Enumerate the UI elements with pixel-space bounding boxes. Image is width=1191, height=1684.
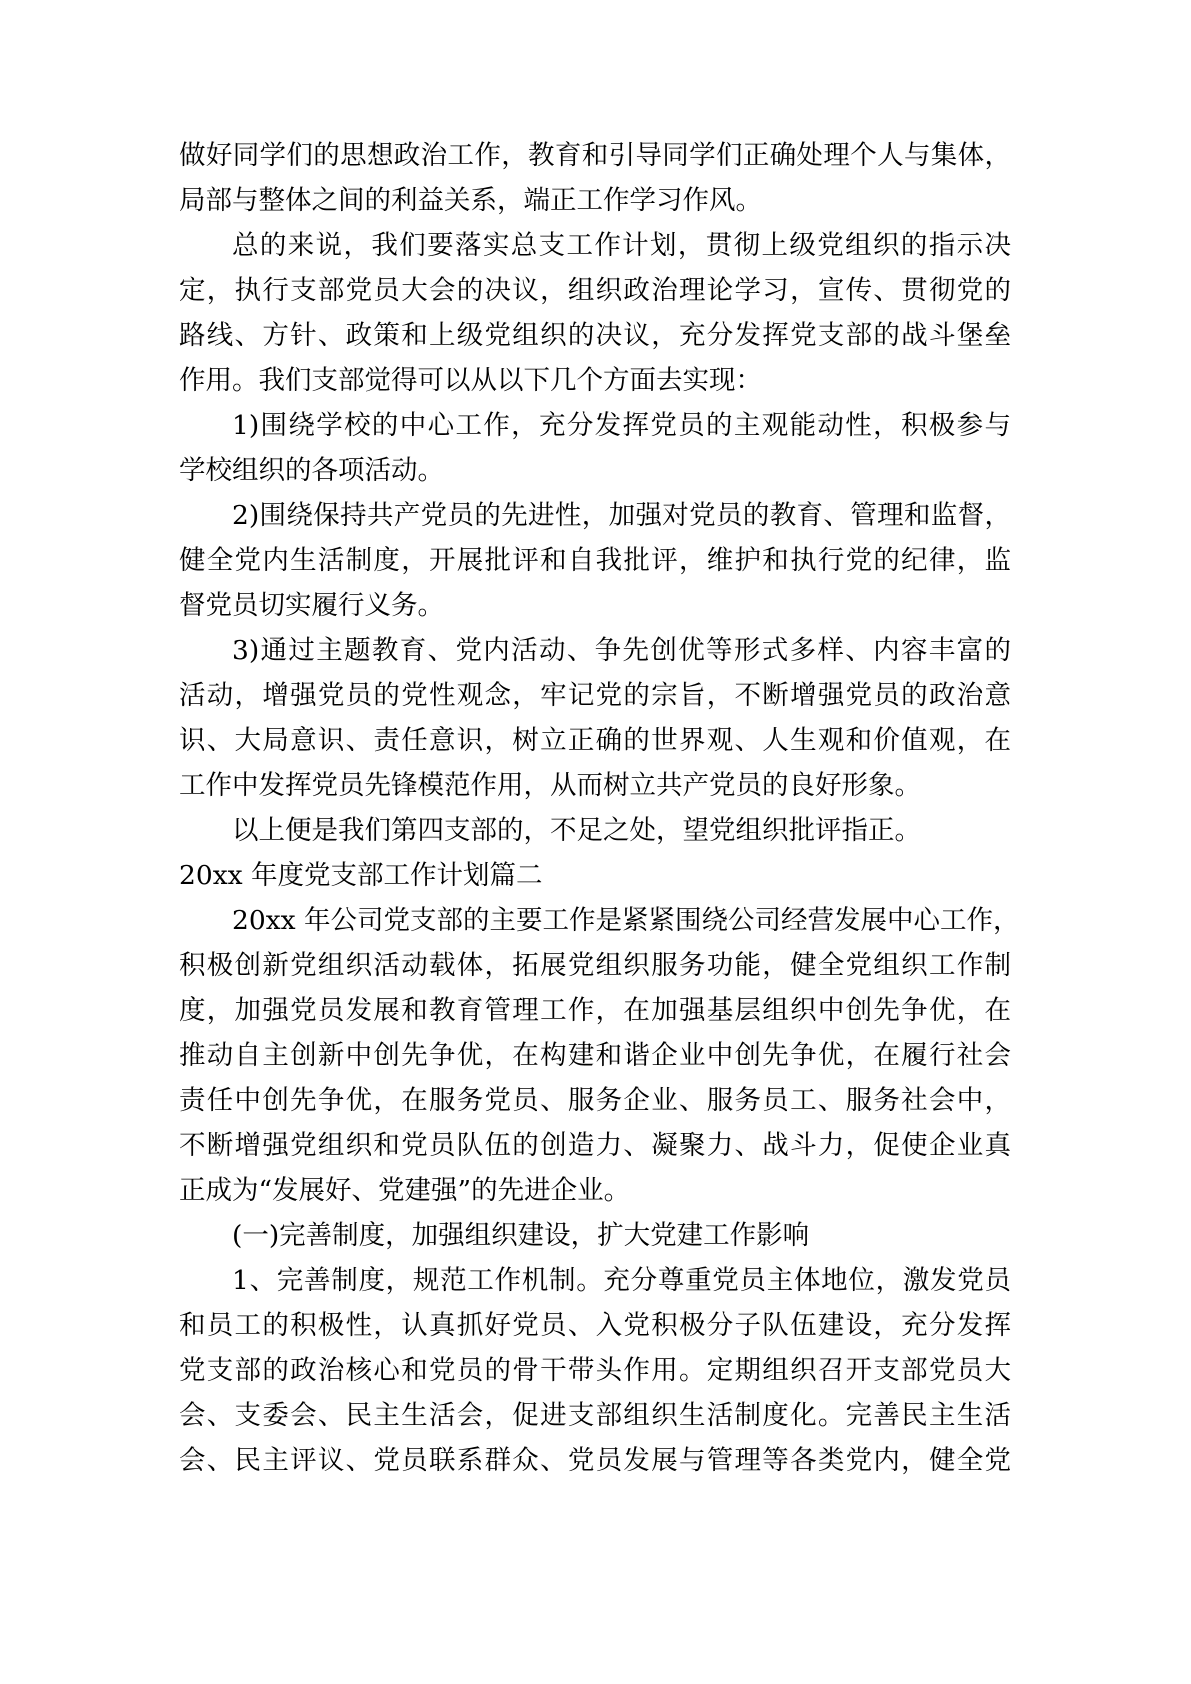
text-line: (一)完善制度，加强组织建设，扩大党建工作影响 — [232, 1220, 810, 1251]
text-line: 督党员切实履行义务。 — [179, 590, 444, 621]
text-line: 积极创新党组织活动载体，拓展党组织服务功能，健全党组织工作制 — [179, 950, 1011, 981]
text-line: 学校组织的各项活动。 — [179, 455, 444, 486]
text-line: 局部与整体之间的利益关系，端正工作学习作风。 — [179, 185, 762, 216]
text-line: 1、完善制度，规范工作机制。充分尊重党员主体地位，激发党员 — [232, 1265, 1011, 1296]
text-line: 识、大局意识、责任意识，树立正确的世界观、人生观和价值观，在 — [179, 725, 1011, 756]
text-line: 3)通过主题教育、党内活动、争先创优等形式多样、内容丰富的 — [232, 635, 1011, 666]
text-line: 不断增强党组织和党员队伍的创造力、凝聚力、战斗力，促使企业真 — [179, 1130, 1011, 1161]
text-line: 推动自主创新中创先争优，在构建和谐企业中创先争优，在履行社会 — [179, 1040, 1011, 1071]
text-line: 会、支委会、民主生活会，促进支部组织生活制度化。完善民主生活 — [179, 1400, 1011, 1431]
text-line: 做好同学们的思想政治工作，教育和引导同学们正确处理个人与集体， — [179, 140, 1011, 171]
text-line: 正成为“发展好、党建强”的先进企业。 — [179, 1175, 631, 1206]
text-line: 工作中发挥党员先锋模范作用，从而树立共产党员的良好形象。 — [179, 770, 921, 801]
text-line: 总的来说，我们要落实总支工作计划，贯彻上级党组织的指示决 — [232, 230, 1011, 261]
text-line: 健全党内生活制度，开展批评和自我批评，维护和执行党的纪律，监 — [179, 545, 1011, 576]
text-line: 1)围绕学校的中心工作，充分发挥党员的主观能动性，积极参与 — [232, 410, 1011, 441]
text-line: 度，加强党员发展和教育管理工作，在加强基层组织中创先争优，在 — [179, 995, 1011, 1026]
text-line: 活动，增强党员的党性观念，牢记党的宗旨，不断增强党员的政治意 — [179, 680, 1011, 711]
document-body — [179, 133, 1020, 1483]
text-line: 2)围绕保持共产党员的先进性，加强对党员的教育、管理和监督， — [232, 500, 1011, 531]
text-line: 20xx 年度党支部工作计划篇二 — [179, 860, 543, 891]
text-line: 会、民主评议、党员联系群众、党员发展与管理等各类党内，健全党 — [179, 1445, 1011, 1476]
text-line: 和员工的积极性，认真抓好党员、入党积极分子队伍建设，充分发挥 — [179, 1310, 1011, 1341]
text-line: 以上便是我们第四支部的，不足之处，望党组织批评指正。 — [232, 815, 921, 846]
text-line: 责任中创先争优，在服务党员、服务企业、服务员工、服务社会中， — [179, 1085, 1011, 1116]
text-line: 作用。我们支部觉得可以从以下几个方面去实现： — [179, 365, 762, 396]
text-line: 党支部的政治核心和党员的骨干带头作用。定期组织召开支部党员大 — [179, 1355, 1011, 1386]
text-line: 路线、方针、政策和上级党组织的决议，充分发挥党支部的战斗堡垒 — [179, 320, 1011, 351]
text-line: 定，执行支部党员大会的决议，组织政治理论学习，宣传、贯彻党的 — [179, 275, 1011, 306]
text-line: 20xx 年公司党支部的主要工作是紧紧围绕公司经营发展中心工作， — [232, 905, 1020, 936]
